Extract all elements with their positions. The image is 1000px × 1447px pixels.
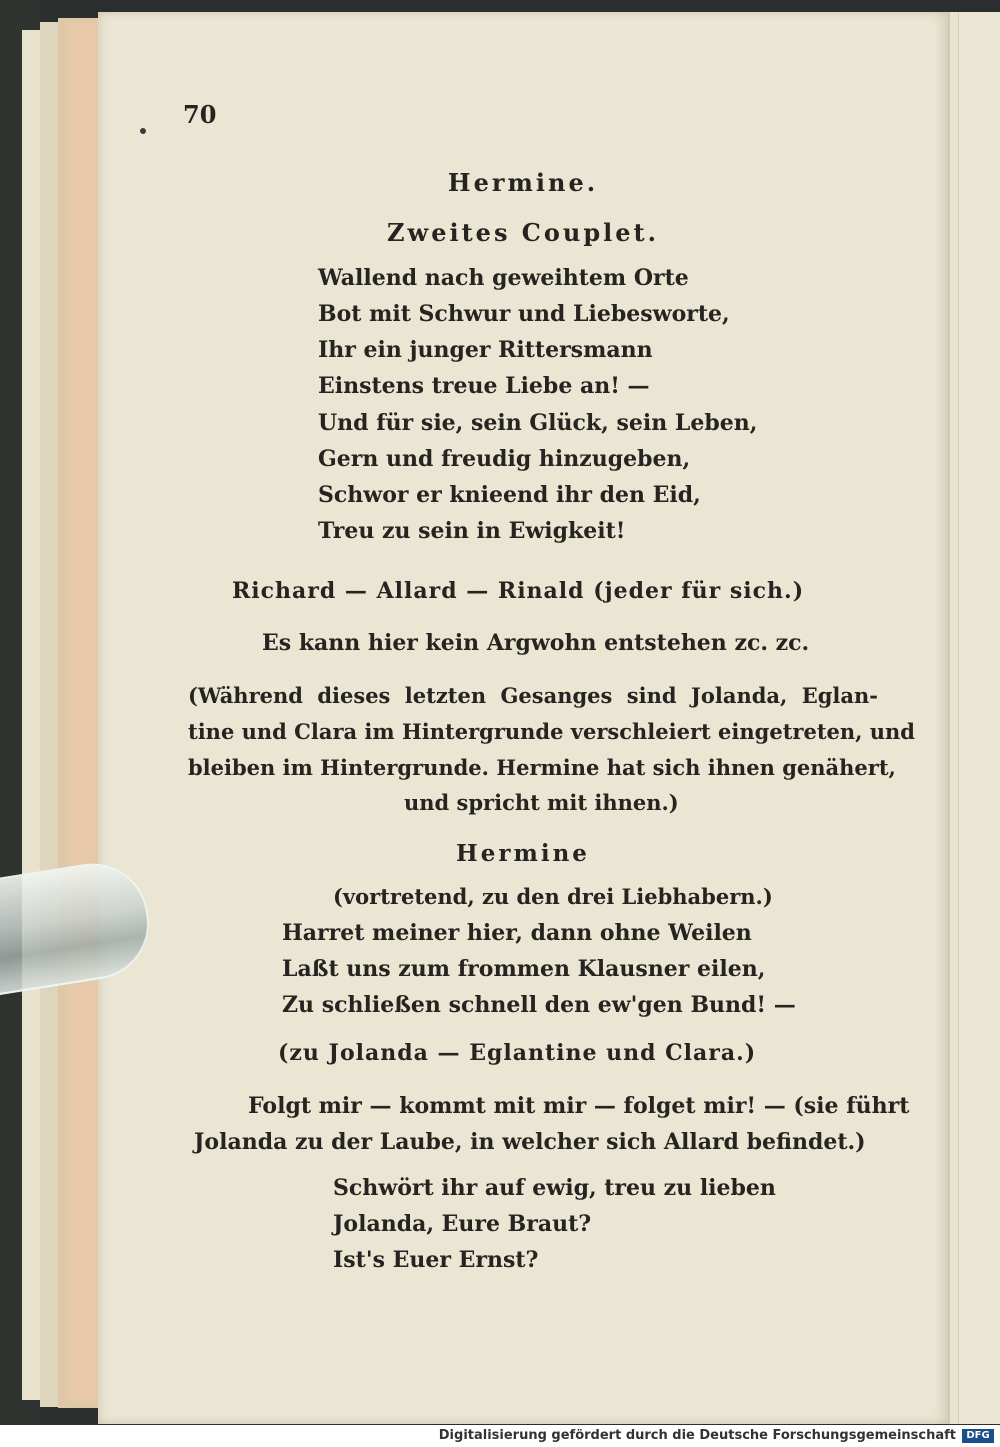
speaker-heading: Hermine: [456, 840, 590, 867]
footer-bar: [0, 1425, 1000, 1447]
couplet-heading: Zweites Couplet.: [387, 218, 659, 247]
page-number: 70: [183, 100, 217, 129]
facing-page-edge: [958, 12, 999, 1424]
verse-line: Gern und freudig hinzugeben,: [318, 446, 691, 472]
speaker-heading: Hermine.: [447, 168, 599, 197]
verse-line: Bot mit Schwur und Liebesworte,: [318, 301, 730, 327]
stage-direction-line: tine und Clara im Hintergrunde verschleiert eingetreten, und: [188, 719, 915, 744]
verse-line: Jolanda zu der Laube, in welcher sich Allard befindet.): [194, 1129, 866, 1155]
verse-line: Ihr ein junger Rittersmann: [318, 337, 653, 363]
stage-direction-line: (Während dieses letzten Gesanges sind Jolanda, Eglan-: [188, 683, 878, 708]
verse-line: Einstens treue Liebe an! —: [318, 373, 650, 399]
speakers-line: Richard — Allard — Rinald (jeder für sich.): [232, 578, 805, 604]
verse-line: Harret meiner hier, dann ohne Weilen: [282, 920, 752, 946]
dfg-logo-icon: DFG: [962, 1429, 994, 1443]
ink-spot: [140, 128, 146, 134]
verse-line: Und für sie, sein Glück, sein Leben,: [318, 410, 758, 436]
stage-direction-line: (vortretend, zu den drei Liebhabern.): [333, 884, 773, 909]
verse-line: Laßt uns zum frommen Klausner eilen,: [282, 956, 766, 982]
verse-line: Jolanda, Eure Braut?: [333, 1211, 592, 1237]
verse-line: Wallend nach geweihtem Orte: [318, 265, 689, 291]
footer-credit: Digitalisierung gefördert durch die Deutsche Forschungsgemeinschaft: [438, 1428, 956, 1443]
refrain-line: Es kann hier kein Argwohn entstehen zc. zc.: [262, 630, 810, 656]
stage-direction-line: (zu Jolanda — Eglantine und Clara.): [278, 1040, 757, 1066]
page-stack-edge: [68, 22, 99, 1402]
stage-direction-line: und spricht mit ihnen.): [404, 790, 679, 815]
stage-direction-line: bleiben im Hintergrunde. Hermine hat sich ihnen genähert,: [188, 755, 896, 780]
verse-line: Ist's Euer Ernst?: [333, 1247, 539, 1273]
verse-line: Treu zu sein in Ewigkeit!: [318, 518, 626, 544]
verse-line: Folgt mir — kommt mit mir — folget mir! — (sie führt: [248, 1093, 910, 1119]
verse-line: Schwor er knieend ihr den Eid,: [318, 482, 701, 508]
verse-line: Schwört ihr auf ewig, treu zu lieben: [333, 1175, 776, 1201]
verse-line: Zu schließen schnell den ew'gen Bund! —: [282, 992, 796, 1018]
